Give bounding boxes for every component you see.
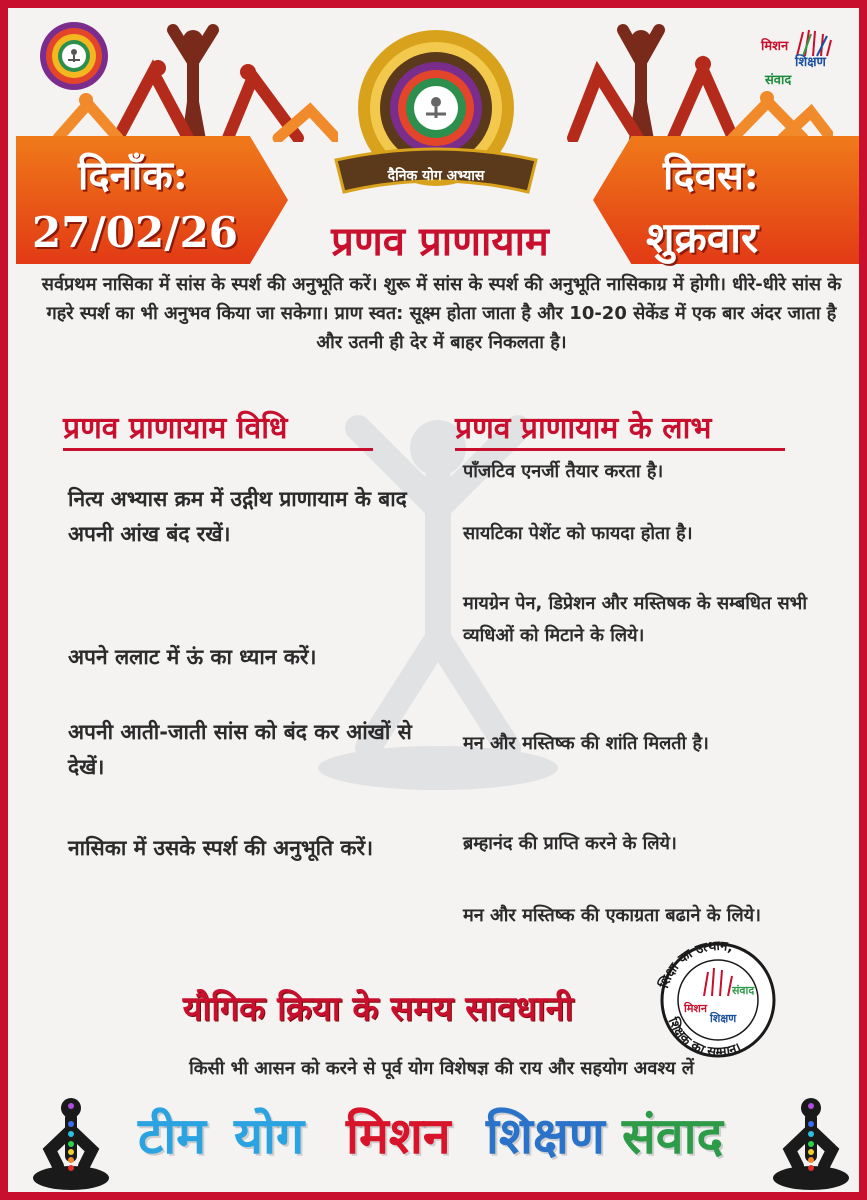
method-heading-underline — [63, 448, 373, 451]
benefit-item-5: ब्रम्हानंद की प्राप्ति करने के लिये। — [463, 833, 677, 854]
intro-paragraph: सर्वप्रथम नासिका में सांस के स्पर्श की अनुभूति करें। शुरू में सांस के स्पर्श की अनुभूति नासिकाग्र में होगी। धीरे-धीरे सांस के गहरे स्पर्श का भी अनुभव किया जा सकेगा। प्राण स्वत: सूक्ष्म होता जाता है और 10-20 सेकेंड में एक बार अंदर जाता है और उतनी ही देर में बाहर निकलता है। — [41, 274, 842, 353]
logo-word-mission: मिशन — [761, 39, 789, 54]
benefit-item-3: मायग्रेन पेन, डिप्रेशन और मस्तिषक के सम्बधित सभी व्यधिओं को मिटाने के लिये। — [463, 593, 807, 646]
benefit-item-6: मन और मस्तिष्क की एकाग्रता बढाने के लिये। — [463, 905, 761, 926]
method-step-1: नित्य अभ्यास क्रम में उद्गीथ प्राणायाम के बाद अपनी आंख बंद रखें। — [68, 487, 407, 546]
page-title: प्रणव प्राणायाम — [331, 218, 549, 265]
method-step-4: नासिका में उसके स्पर्श की अनुभूति करें। — [68, 836, 374, 860]
meditation-chakra-icon — [768, 1094, 854, 1194]
seal-word-shikshan: शिक्षण — [710, 1012, 737, 1025]
seal-word-samvad: संवाद — [732, 984, 755, 997]
meditation-chakra-icon — [28, 1094, 114, 1194]
team-word-samvad: संवाद — [622, 1106, 724, 1165]
team-word-mission: मिशन — [346, 1106, 451, 1165]
mission-seal-stamp — [648, 938, 788, 1058]
caution-note: किसी भी आसन को करने से पूर्व योग विशेषज्ञ की राय और सहयोग अवश्य लें — [189, 1058, 694, 1079]
benefit-item-1: पाँजटिव एनर्जी तैयार करता है। — [463, 461, 664, 482]
seal-top-text: शिक्षा का उत्थान, — [657, 938, 735, 991]
method-heading: प्रणव प्राणायाम विधि — [63, 411, 288, 446]
medal-emblem-icon — [316, 20, 556, 220]
team-word-team: टीम — [138, 1106, 207, 1165]
benefit-item-2: सायटिका पेशेंट को फायदा होता है। — [463, 523, 693, 544]
day-value: शुक्रवार — [646, 213, 759, 262]
logo-word-shikshan: शिक्षण — [795, 55, 826, 70]
date-value: 27/02/26 — [32, 208, 239, 257]
method-step-2: अपने ललाट में ऊं का ध्यान करें। — [68, 645, 317, 669]
benefit-item-4: मन और मस्तिष्क की शांति मिलती है। — [463, 733, 709, 754]
date-label: दिनाँक: — [78, 152, 188, 199]
medal-ribbon-text: दैनिक योग अभ्यास — [387, 168, 485, 184]
seal-word-mission: मिशन — [684, 1002, 708, 1015]
day-label: दिवस: — [663, 152, 759, 199]
yoga-poses-right-icon — [553, 22, 833, 142]
yoga-poses-left-icon — [48, 22, 338, 142]
method-step-3: अपनी आती-जाती सांस को बंद कर आंखों से देखें। — [68, 720, 412, 779]
team-word-yoga: योग — [234, 1106, 305, 1165]
team-word-shikshan: शिक्षण — [486, 1106, 605, 1165]
logo-word-samvad: संवाद — [765, 73, 792, 88]
seal-bottom-text: शिक्षक का सम्मान। — [664, 1015, 744, 1058]
caution-heading: यौगिक क्रिया के समय सावधानी — [182, 989, 574, 1029]
benefits-heading: प्रणव प्राणायाम के लाभ — [455, 411, 712, 446]
benefits-heading-underline — [455, 448, 785, 451]
